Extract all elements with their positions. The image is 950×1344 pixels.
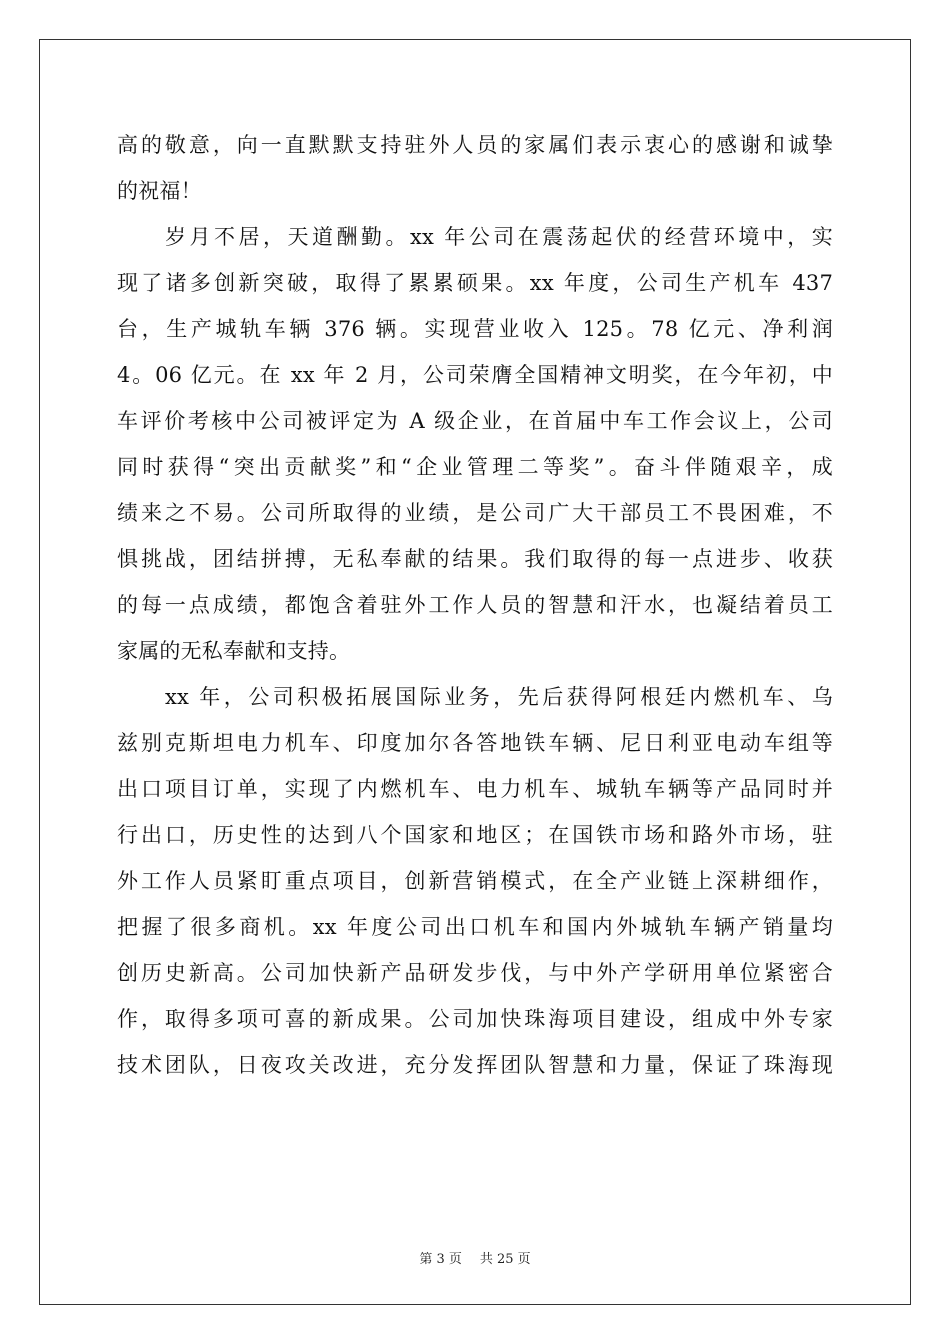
text-line: 惧挑战，团结拼搏，无私奉献的结果。我们取得的每一点进步、收获 <box>117 547 833 571</box>
text-line: 的每一点成绩，都饱含着驻外工作人员的智慧和汗水，也凝结着员工 <box>117 593 833 617</box>
text-line: 现了诸多创新突破，取得了累累硕果。xx 年度，公司生产机车 437 <box>117 271 833 295</box>
text-line: 把握了很多商机。xx 年度公司出口机车和国内外城轨车辆产销量均 <box>117 915 833 939</box>
text-line: 台，生产城轨车辆 376 辆。实现营业收入 125。78 亿元、净利润 <box>117 317 833 341</box>
text-line: 作，取得多项可喜的新成果。公司加快珠海项目建设，组成中外专家 <box>117 1007 833 1031</box>
page-number: 第 3 页 <box>419 1252 462 1267</box>
text-line: 车评价考核中公司被评定为 A 级企业，在首届中车工作会议上，公司 <box>117 409 833 433</box>
text-line: 兹别克斯坦电力机车、印度加尔各答地铁车辆、尼日利亚电动车组等 <box>117 731 833 755</box>
text-line: 绩来之不易。公司所取得的业绩，是公司广大干部员工不畏困难，不 <box>117 501 833 525</box>
text-line: 家属的无私奉献和支持。 <box>117 639 351 663</box>
page-total: 共 25 页 <box>479 1252 531 1267</box>
paragraph-first-line: 岁月不居，天道酬勤。xx 年公司在震荡起伏的经营环境中，实 <box>165 225 833 249</box>
page-footer <box>0 1248 950 1267</box>
text-line: 出口项目订单，实现了内燃机车、电力机车、城轨车辆等产品同时并 <box>117 777 833 801</box>
paragraph-first-line: xx 年，公司积极拓展国际业务，先后获得阿根廷内燃机车、乌 <box>165 685 833 709</box>
text-line: 创历史新高。公司加快新产品研发步伐，与中外产学研用单位紧密合 <box>117 961 833 985</box>
text-line: 4。06 亿元。在 xx 年 2 月，公司荣膺全国精神文明奖，在今年初，中 <box>117 363 833 387</box>
text-line: 的祝福！ <box>117 179 202 203</box>
text-line: 技术团队，日夜攻关改进，充分发挥团队智慧和力量，保证了珠海现 <box>117 1053 833 1077</box>
text-line: 外工作人员紧盯重点项目，创新营销模式，在全产业链上深耕细作， <box>117 869 833 893</box>
text-line: 行出口，历史性的达到八个国家和地区；在国铁市场和路外市场，驻 <box>117 823 833 847</box>
body-text <box>117 122 833 1088</box>
text-line: 同时获得“突出贡献奖”和“企业管理二等奖”。奋斗伴随艰辛，成 <box>117 455 833 479</box>
text-line: 高的敬意，向一直默默支持驻外人员的家属们表示衷心的感谢和诚挚 <box>117 133 833 157</box>
